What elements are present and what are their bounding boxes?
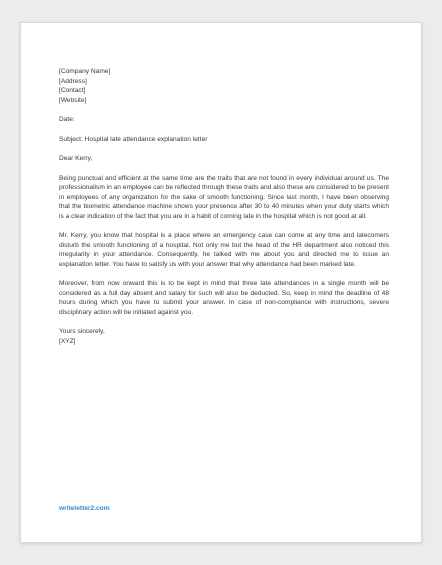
subject-line: Subject: Hospital late attendance explanation letter [59,135,208,143]
closing: Yours sincerely, [59,328,105,335]
contact-line: [Contact] [59,87,86,94]
sender-address-block [59,67,389,105]
website-link[interactable]: writeletter2.com [59,505,110,512]
website-line: [Website] [59,96,87,104]
letter-page [20,22,422,543]
company-name: [Company Name] [59,68,111,75]
date-label: Date: [59,116,75,123]
letter-body [59,67,389,346]
signature: [XYZ] [59,337,76,345]
salutation: Dear Kerry, [59,155,93,162]
paragraph-2: Mr. Kerry, you know that hospital is a place where an emergency case can come at any time and latecomers disturb the smooth functioning of a hospital. Not only me but the head of the HR department also noticed this irregularity in your attendance. Consequently, he talked with me about you and directed me to issue an explanation letter. You have to satisfy us with your answer that why attendance had been marked late. [59,232,389,268]
paragraph-3: Moreover, from now onward this is to be kept in mind that three late attendances in a single month will be considered as a full day absent and salary for such will also be deducted. So, keep in mind the deadline of 48 hours during which you have to submit your answer. In case of non-compliance with instructions, severe disciplinary action will be initiated against you. [59,280,389,316]
paragraph-1: Being punctual and efficient at the same time are the traits that are not found in every individual around us. The professionalism in an employee can be reflected through these traits and also these are considered to be present in employees of any organization for the sake of smooth functioning. Since last month, I have been observing that the biometric attendance machine shows your presence after 30 to 40 minutes when your duty starts which is a clear indication of the fact that you are in a habit of coming late in the hospital which is not good at all. [59,174,389,220]
address-line: [Address] [59,77,87,85]
